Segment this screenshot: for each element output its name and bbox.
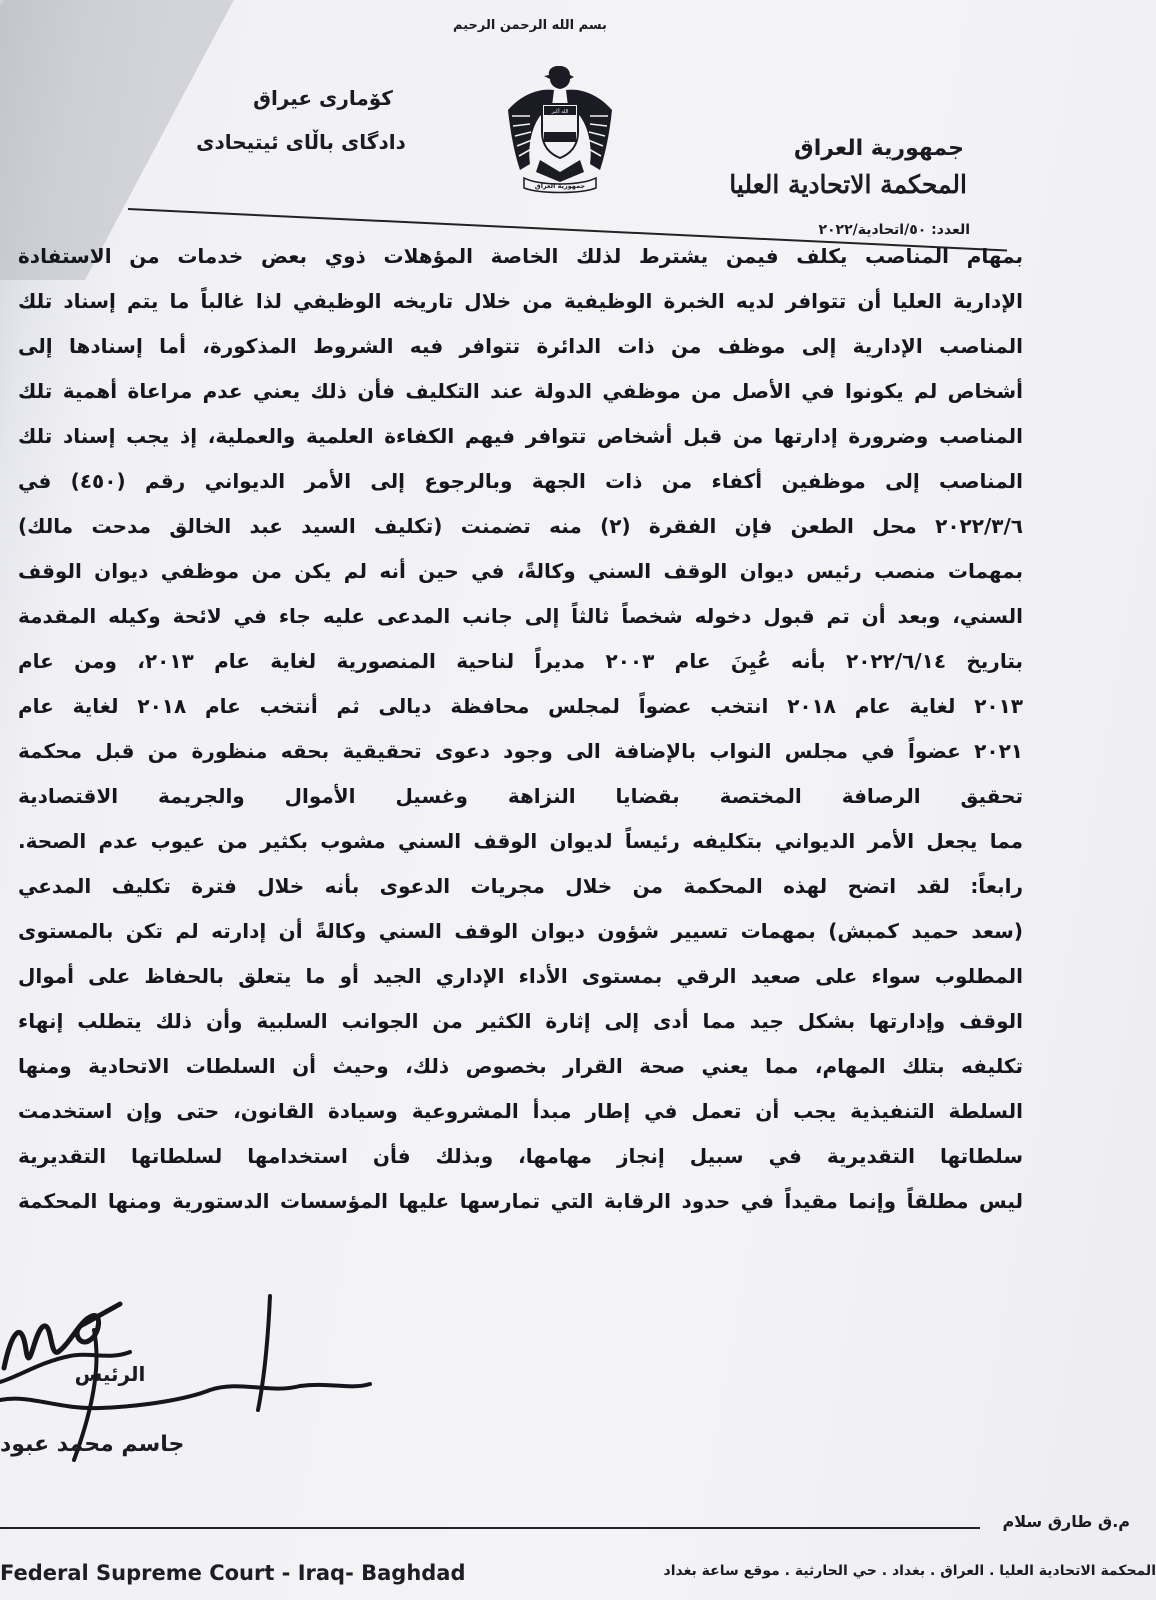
- body-line: أشخاص لم يكونوا في الأصل من موظفي الدولة عند التكليف فأن ذلك يعني عدم مراعاة أهمية تلك: [18, 379, 1023, 403]
- emblem-scroll-text: جمهورية العراق: [534, 182, 586, 190]
- basmala: بسم الله الرحمن الرحيم: [453, 18, 607, 33]
- body-line: تكليفه بتلك المهام، مما يعني صحة القرار بخصوص ذلك، وحيث أن السلطات الاتحادية ومنها: [18, 1054, 1023, 1078]
- body-line: المناصب الإدارية إلى موظف من ذات الدائرة تتوافر فيه الشروط المذكورة، أما إسنادها إلى: [18, 334, 1023, 358]
- body-line: بمهمات منصب رئيس ديوان الوقف السني وكالةً، في حين أنه لم يكن من موظفي ديوان الوقف: [18, 559, 1023, 583]
- body-line: السلطة التنفيذية يجب أن تعمل في إطار مبدأ المشروعية وسيادة القانون، حتى وإن استخدمت: [18, 1099, 1023, 1123]
- footer-arabic-address: المحكمة الاتحادية العليا . العراق . بغداد . حي الحارثية . موقع ساعة بغداد: [663, 1563, 1156, 1579]
- body-line: بتاريخ ٢٠٢٢/٦/١٤ بأنه عُيِنَ عام ٢٠٠٣ مديراً لناحية المنصورية لغاية عام ٢٠١٣، ومن عام: [18, 649, 1023, 673]
- body-line: المطلوب سواء على صعيد الرقي بمستوى الأداء الإداري الجيد أو ما يتعلق بالحفاظ على أموال: [18, 964, 1023, 988]
- footer-english-address: Federal Supreme Court - Iraq- Baghdad: [0, 1561, 466, 1585]
- body-line: ليس مطلقاً وإنما مقيداً في حدود الرقابة التي تمارسها عليها المؤسسات الدستورية ومنها المحكمة: [18, 1189, 1023, 1213]
- signatory-title: الرئيس: [74, 1362, 146, 1386]
- body-line: تحقيق الرصافة المختصة بقضايا النزاهة وغسيل الأموال والجريمة الاقتصادية: [18, 784, 1023, 808]
- reference-number: العدد: ٥٠/اتحادية/٢٠٢٢: [818, 222, 970, 238]
- body-line: الإدارية العليا أن تتوافر لديه الخبرة الوظيفية من خلال تاريخه الوظيفي لذا غالباً ما يتم إسناد تلك: [18, 289, 1023, 313]
- preparer-initials: م.ق طارق سلام: [1002, 1512, 1130, 1531]
- body-line: سلطاتها التقديرية في سبيل إنجاز مهامها، وبذلك فأن استخدامها لسلطاتها التقديرية: [18, 1144, 1023, 1168]
- signatory-name: جاسم محمد عبود: [0, 1432, 185, 1457]
- handwritten-signature: [0, 1290, 400, 1490]
- body-line: بمهام المناصب يكلف فيمن يشترط لذلك الخاصة المؤهلات ذوي بعض خدمات من الاستفادة: [18, 244, 1023, 268]
- body-line: ٢٠٢٢/٣/٦ محل الطعن فإن الفقرة (٢) منه تضمنت (تكليف السيد عبد الخالق مدحت مالك): [18, 514, 1023, 538]
- iraq-eagle-emblem: [500, 60, 620, 195]
- body-line: (سعد حميد كمبش) بمهمات تسيير شؤون ديوان الوقف السني وكالةً أن إدارته لم تكن بالمستوى: [18, 919, 1023, 943]
- emblem-motto: الله أكبر: [551, 109, 569, 115]
- body-line: السني، وبعد أن تم قبول دخوله شخصاً ثالثاً إلى جانب المدعى عليه جاء في لائحة وكيله المقدمة: [18, 604, 1023, 628]
- body-line: الوقف وإدارتها بشكل جيد مما أدى إلى إثارة الكثير من الجوانب السلبية وأن ذلك يتطلب إنهاء: [18, 1009, 1023, 1033]
- body-line: ٢٠١٣ لغاية عام ٢٠١٨ انتخب عضواً لمجلس محافظة ديالى ثم أنتخب عام ٢٠١٨ لغاية عام: [18, 694, 1023, 718]
- body-line: مما يجعل الأمر الديواني بتكليفه رئيساً لديوان الوقف السني مشوب بكثير من عيوب عدم الصحة.: [18, 829, 1023, 853]
- body-line: ٢٠٢١ عضواً في مجلس النواب بالإضافة الى وجود دعوى تحقيقية بحقه منظورة من قبل محكمة: [18, 739, 1023, 763]
- body-line: المناصب وضرورة إدارتها من قبل أشخاص تتوافر فيهم الكفاءة العلمية والعملية، إذ يجب إسناد تلك: [18, 424, 1023, 448]
- footer-divider: [0, 1527, 980, 1529]
- kurdish-court-name: دادگاى باڵاى ئيتيحادى: [196, 130, 406, 154]
- body-line: رابعاً: لقد اتضح لهذه المحكمة من خلال مجريات الدعوى بأنه خلال فترة تكليف المدعي: [18, 874, 1023, 898]
- judgment-body: [18, 234, 1023, 1224]
- arabic-court-name: المحكمة الاتحادية العليا: [729, 170, 967, 199]
- kurdish-country-name: كۆمارى عيراق: [253, 86, 393, 110]
- arabic-country-name: جمهورية العراق: [794, 136, 964, 161]
- body-line: المناصب إلى موظفين أكفاء من ذات الجهة وبالرجوع إلى الأمر الديواني رقم (٤٥٠) في: [18, 469, 1023, 493]
